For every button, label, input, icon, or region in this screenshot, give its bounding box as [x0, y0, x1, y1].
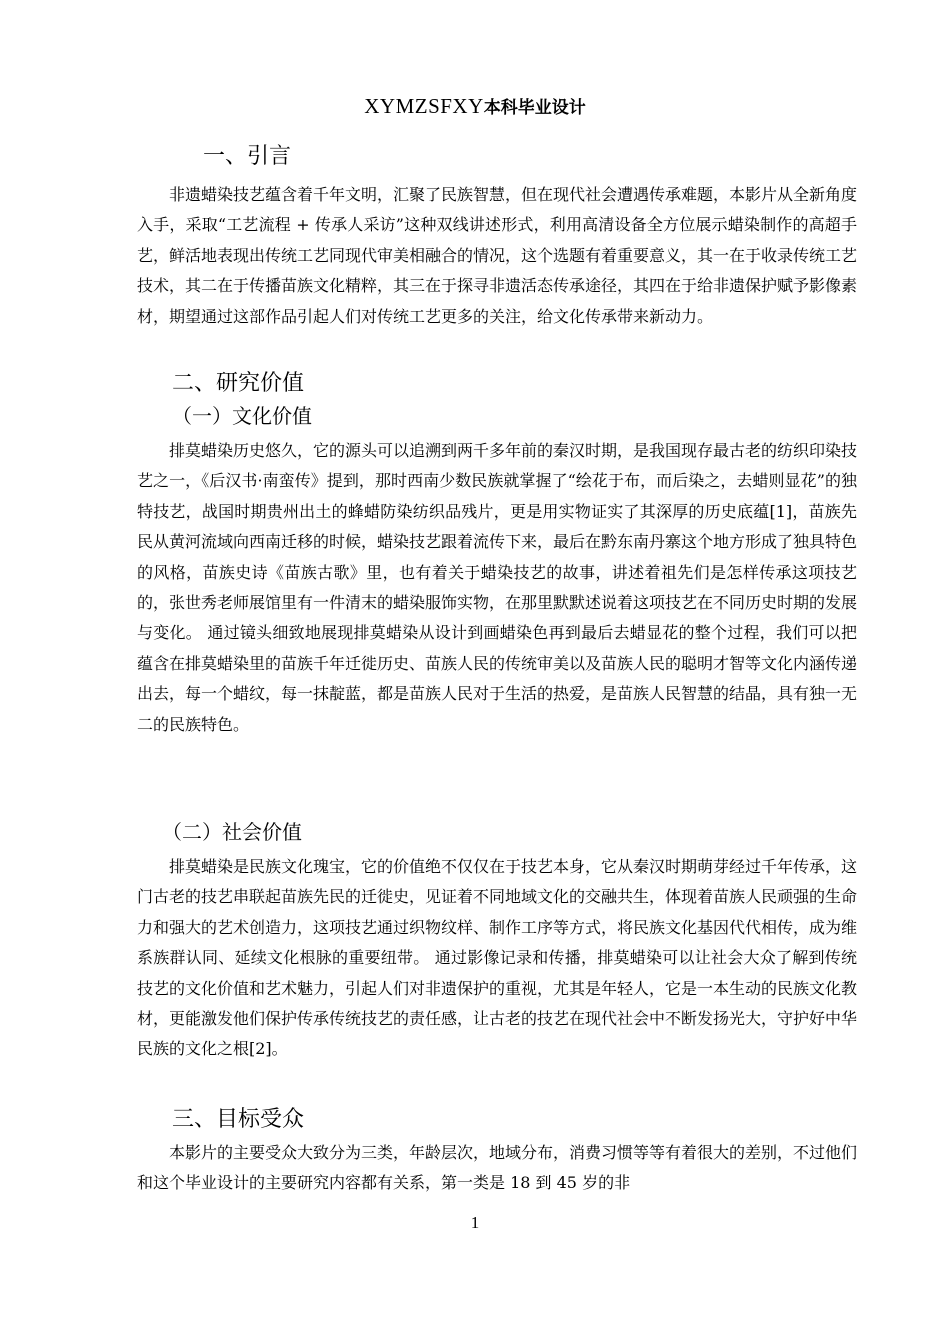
heading-introduction: 一、引言: [203, 144, 292, 169]
header-title: 本科毕业设计: [483, 98, 586, 118]
page-number: 1: [470, 1213, 480, 1232]
heading-research-value: 二、研究价值: [172, 371, 305, 396]
header-school-code: XYMZSFXY: [364, 94, 484, 118]
document-header: [0, 92, 950, 122]
paragraph-cultural-value: 排莫蜡染历史悠久，它的源头可以追溯到两千多年前的秦汉时期，是我国现存最古老的纺织印染技艺之一，《后汉书·南蛮传》提到，那时西南少数民族就掌握了“绘花于布，而后染之，去蜡则显花”的独特技艺，战国时期贵州出土的蜂蜡防染纺织品残片，更是用实物证实了其深厚的历史底蕴[1]，苗族先民从黄河流域向西南迁移的时候，蜡染技艺跟着流传下来，最后在黔东南丹寨这个地方形成了独具特色的风格，苗族史诗《苗族古歌》里，也有着关于蜡染技艺的故事，讲述着祖先们是怎样传承这项技艺的，张世秀老师展馆里有一件清末的蜡染服饰实物，在那里默默述说着这项技艺在不同历史时期的发展与变化。 通过镜头细致地展现排莫蜡染从设计到画蜡染色再到最后去蜡显花的整个过程，我们可以把蕴含在排莫蜡染里的苗族千年迁徙历史、苗族人民的传统审美以及苗族人民的聪明才智等文化内涵传递出去，每一个蜡纹，每一抹靛蓝，都是苗族人民对于生活的热爱，是苗族人民智慧的结晶，具有独一无二的民族特色。: [137, 441, 858, 734]
paragraph-introduction: 非遗蜡染技艺蕴含着千年文明，汇聚了民族智慧，但在现代社会遭遇传承难题，本影片从全新角度入手，采取“工艺流程 + 传承人采访”这种双线讲述形式，利用高清设备全方位展示蜡染制作的高超手艺，鲜活地表现出传统工艺同现代审美相融合的情况，这个选题有着重要意义，其一在于收录传统工艺技术，其二在于传播苗族文化精粹，其三在于探寻非遗活态传承途径，其四在于给非遗保护赋予影像素材，期望通过这部作品引起人们对传统工艺更多的关注，给文化传承带来新动力。: [137, 185, 858, 326]
paragraph-target-audience: 本影片的主要受众大致分为三类，年龄层次，地域分布，消费习惯等等有着很大的差别，不过他们和这个毕业设计的主要研究内容都有关系，第一类是 18 到 45 岁的非: [137, 1143, 858, 1193]
heading-social-value: （二）社会价值: [162, 820, 302, 844]
paragraph-social-value: 排莫蜡染是民族文化瑰宝，它的价值绝不仅仅在于技艺本身，它从秦汉时期萌芽经过千年传承，这门古老的技艺串联起苗族先民的迁徙史，见证着不同地域文化的交融共生，体现着苗族人民顽强的生命力和强大的艺术创造力，这项技艺通过织物纹样、制作工序等方式，将民族文化基因代代相传，成为维系族群认同、延续文化根脉的重要纽带。 通过影像记录和传播，排莫蜡染可以让社会大众了解到传统技艺的文化价值和艺术魅力，引起人们对非遗保护的重视，尤其是年轻人，它是一本生动的民族文化教材，更能激发他们保护传承传统技艺的责任感，让古老的技艺在现代社会中不断发扬光大，守护好中华民族的文化之根[2]。: [137, 857, 858, 1059]
heading-cultural-value: （一）文化价值: [172, 404, 312, 428]
heading-target-audience: 三、目标受众: [172, 1107, 305, 1132]
